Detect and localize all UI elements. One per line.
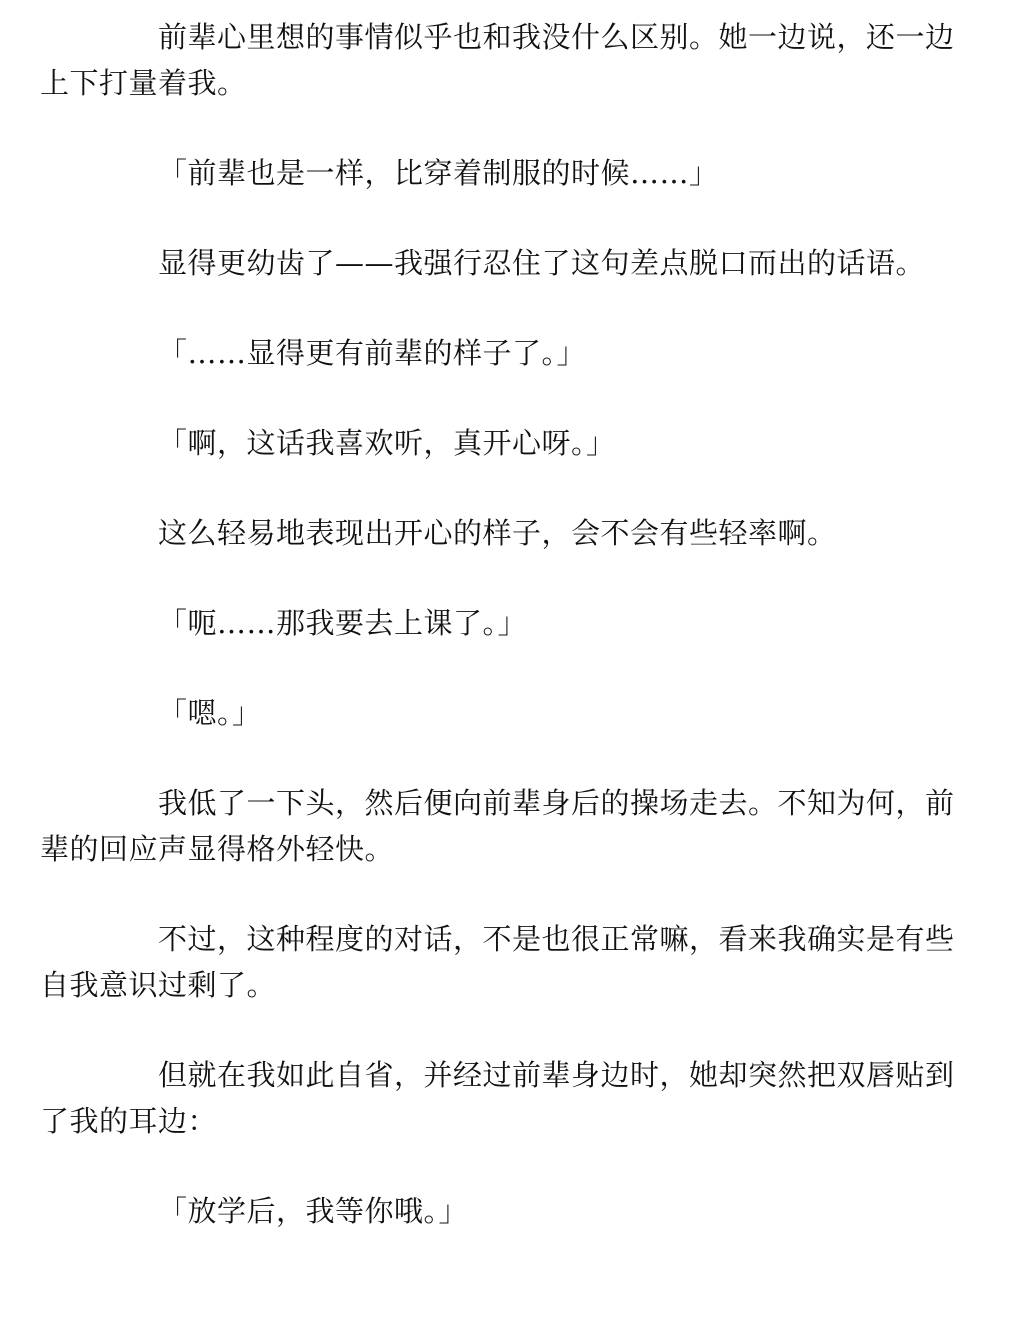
paragraph-6: 但就在我如此自省，并经过前辈身边时，她却突然把双唇贴到了我的耳边： [40,1058,955,1138]
dialog-line-6: 「放学后，我等你哦。」 [158,1194,469,1228]
paragraph-3: 这么轻易地表现出开心的样子，会不会有些轻率啊。 [158,516,837,550]
dialog-line-3: 「啊，这话我喜欢听，真开心呀。」 [158,426,616,460]
paragraph-4: 我低了一下头，然后便向前辈身后的操场走去。不知为何，前辈的回应声显得格外轻快。 [40,786,955,866]
paragraph-1: 前辈心里想的事情似乎也和我没什么区别。她一边说，还一边上下打量着我。 [40,20,955,100]
dialog-line-5: 「嗯。」 [158,696,262,730]
dialog-line-4: 「呃……那我要去上课了。」 [158,606,528,640]
paragraph-5: 不过，这种程度的对话，不是也很正常嘛，看来我确实是有些自我意识过剩了。 [40,922,955,1002]
dialog-line-2: 「……显得更有前辈的样子了。」 [158,336,587,370]
dialog-line-1: 「前辈也是一样，比穿着制服的时候……」 [158,156,719,190]
paragraph-2: 显得更幼齿了——我强行忍住了这句差点脱口而出的话语。 [158,246,926,280]
